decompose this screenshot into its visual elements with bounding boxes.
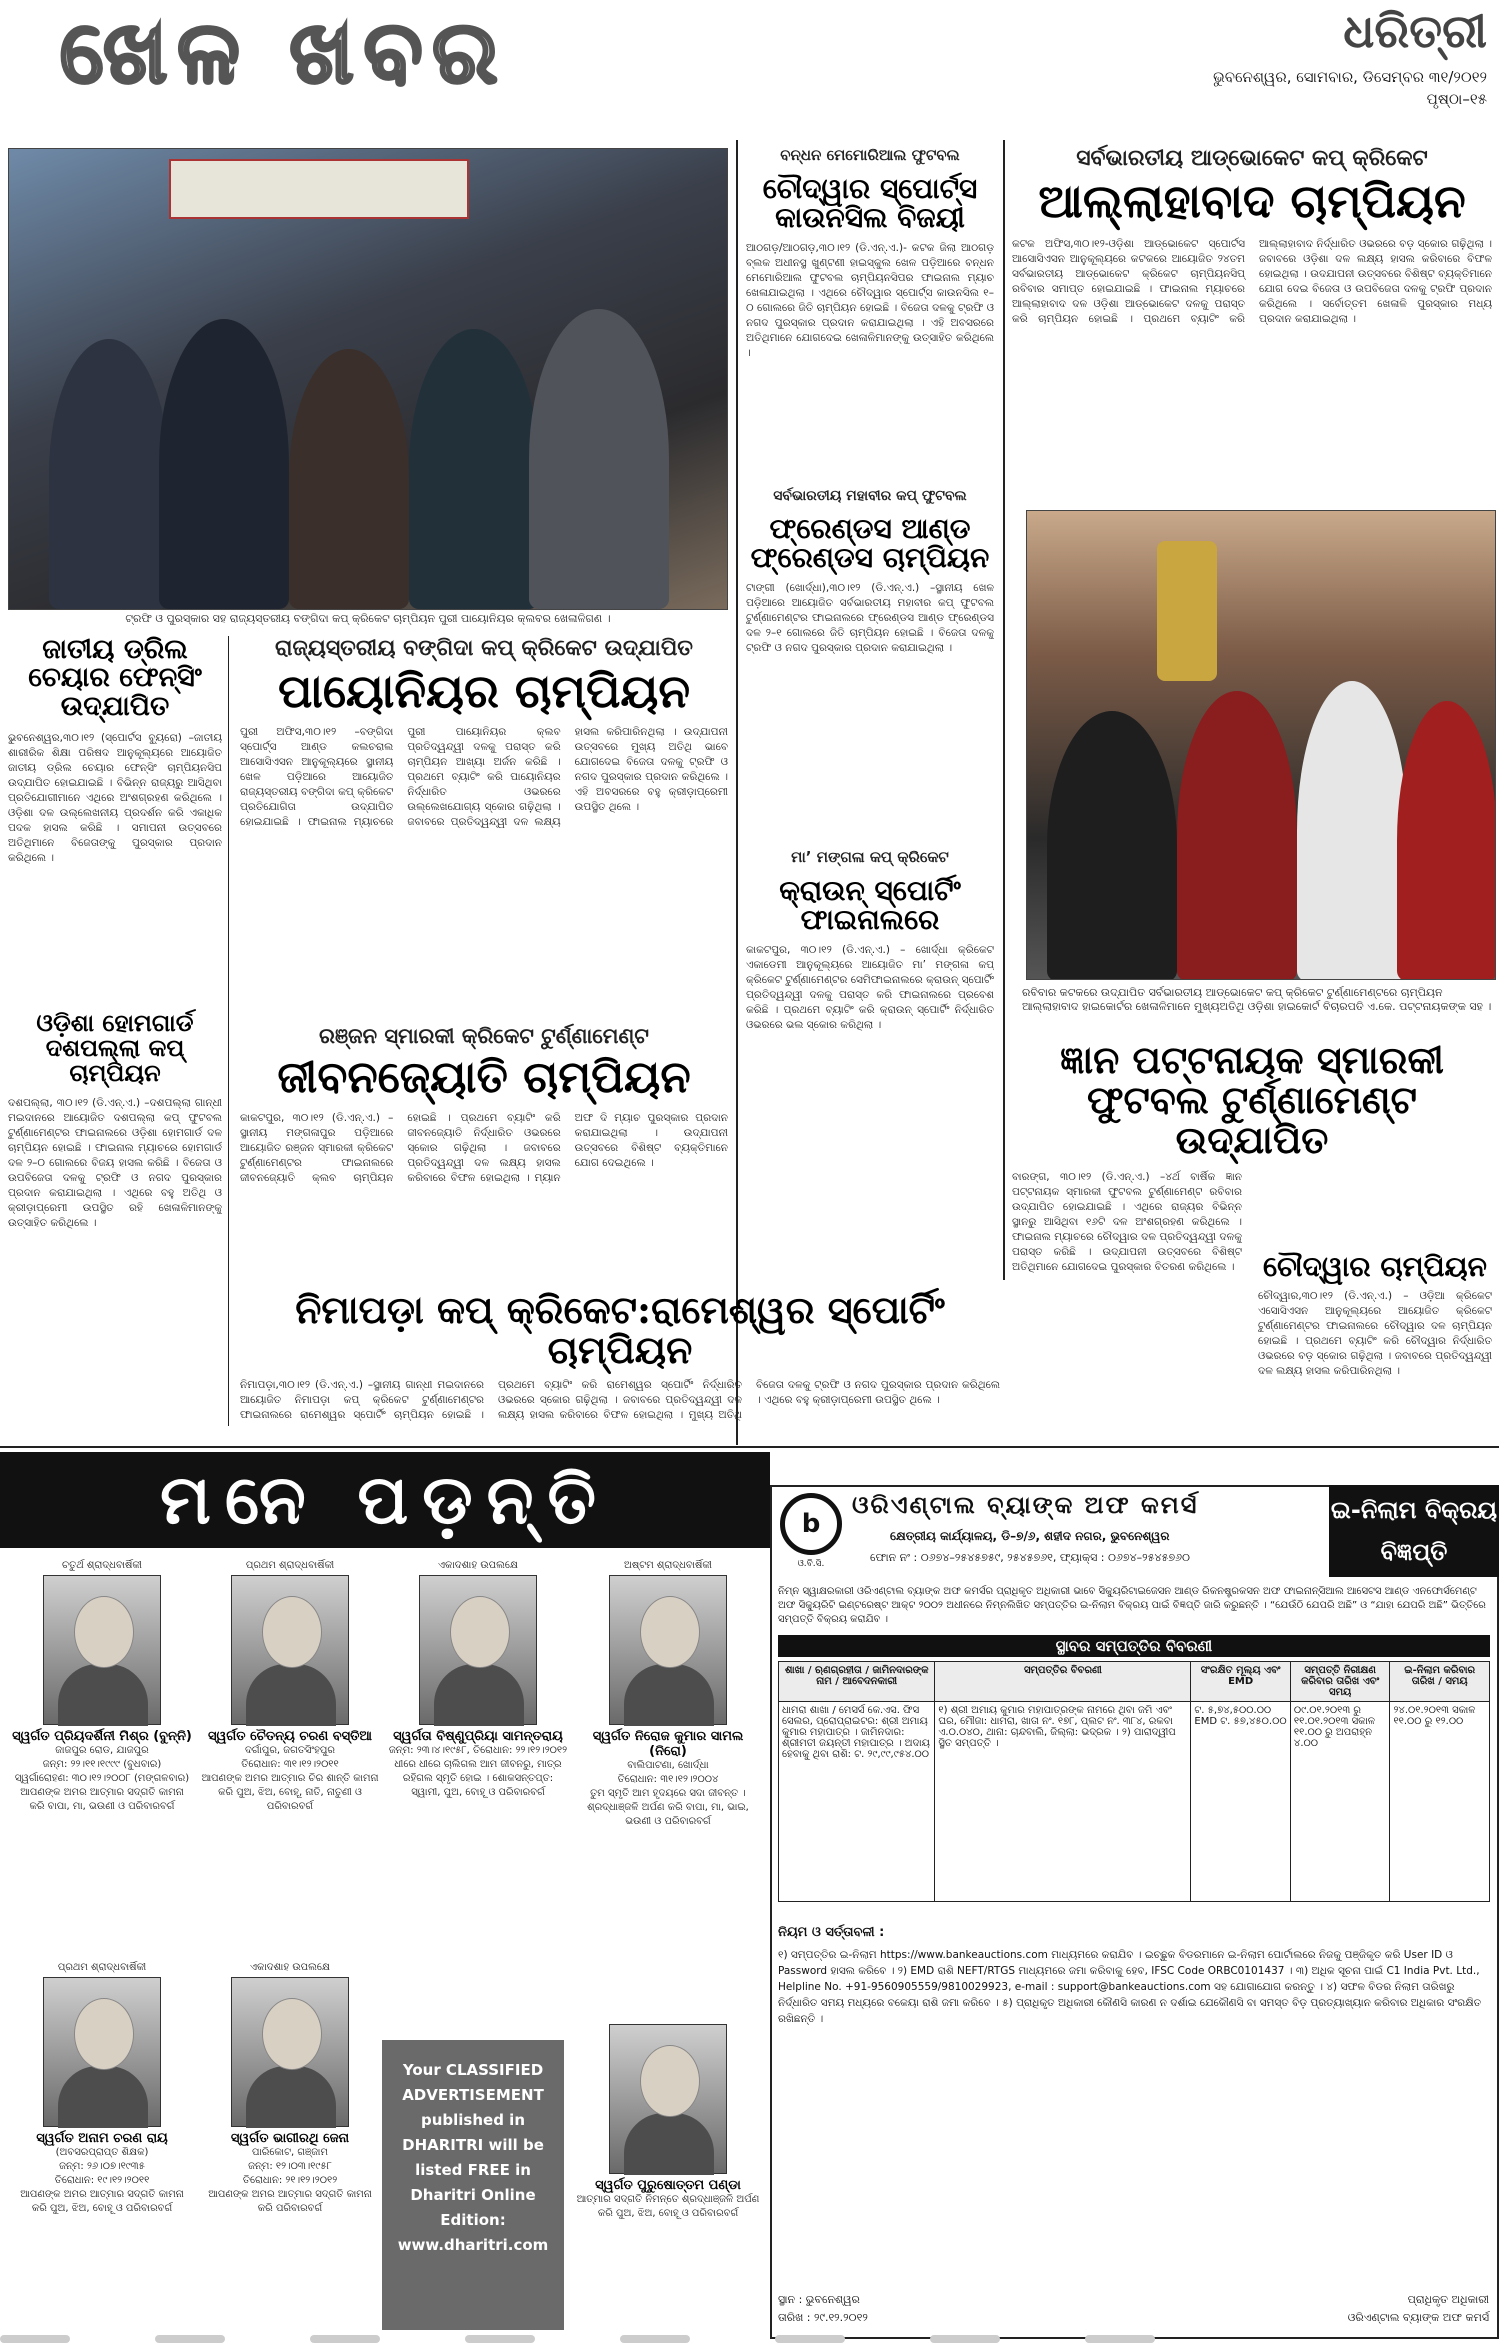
tribute-name: ସ୍ୱର୍ଗତ ପୁରୁଷୋତ୍ତମ ପଣ୍ଡା [595, 2178, 741, 2193]
tribute-name: ସ୍ୱର୍ଗତ ଅନାମ ଚରଣ ରାୟ [36, 2131, 168, 2146]
tribute-occasion: ଏକାଦଶାହ ଉପଲକ୍ଷେ [438, 1560, 518, 1571]
article-kicker: ସର୍ବଭାରତୀୟ ଆଡ୍‌ଭୋକେଟ କପ୍ କ୍ରିକେଟ [1076, 146, 1428, 171]
table-cell: ୧) ଶ୍ରୀ ଅମାୟ କୁମାର ମହାପାତ୍ରଙ୍କ ନାମରେ ଥିବା ଜମି ଏବଂ ଘର, ମୌଜା: ଧାମରା, ଖାତା ନଂ. ୧୭୮, ପ୍ଲଟ ନଂ. ୩୮୪, ରକବା ଏ.୦.୦୪୦, ଥାନା: ଚାନ୍ଦବାଲି, ଜିଲ୍ଲା: ଭଦ୍ରକ । ୨) ପାରାଦ୍ୱୀପ ସ୍ଥିତ ସମ୍ପତ୍ତି । [935, 1702, 1191, 1902]
bank-auction-notice [770, 1485, 1499, 2341]
article-nimapada-cup [240, 1287, 1000, 1468]
column-rule [228, 636, 229, 1426]
table-cell: ୨୪.୦୧.୨୦୧୩ ସକାଳ ୧୧.୦୦ ରୁ ୧୨.୦୦ [1390, 1702, 1490, 1902]
property-table [778, 1661, 1490, 1902]
tribute-occasion: ଏକାଦଶାହ ଉପଲକ୍ଷେ [250, 1962, 330, 1973]
tribute-text: ଦର୍ଗାପୁର, ଜଗତସିଂହପୁର ତିରୋଧାନ: ୩୧।୧୨।୨୦୧୧ ଆପଣଙ୍କ ଅମର ଆତ୍ମାର ଚିର ଶାନ୍ତି କାମନା କରି ପୁଅ, ଝିଅ, ବୋହୂ, ନାତି, ନାତୁଣୀ ଓ ପରିବାରବର୍ଗ [201, 1745, 379, 1812]
column-rule [1003, 140, 1005, 1280]
tribute-name: ସ୍ୱର୍ଗତ ନିରୋଜ କୁମାର ସାମଲ (ନିରୋ) [592, 1729, 744, 1759]
article-body: ଭୁବନେଶ୍ୱର,୩୦।୧୨ (ସ୍ପୋର୍ଟସ ବ୍ୟୁରୋ) –ଜାତୀୟ ଶାରୀରିକ ଶିକ୍ଷା ପରିଷଦ ଆନୁକୂଲ୍ୟରେ ଆୟୋଜିତ ଜାତୀୟ ଡ୍ରିଲ ଚେୟାର ଫେନ୍ସିଂ ଚାମ୍ପିୟନସିପ ଉଦ୍‌ଯାପିତ ହୋଇଯାଇଛି । ବିଭିନ୍ନ ରାଜ୍ୟରୁ ଆସିଥିବା ପ୍ରତିଯୋଗୀମାନେ ଏଥିରେ ଅଂଶଗ୍ରହଣ କରିଥିଲେ । ଓଡ଼ିଶା ଦଳ ଉଲ୍ଲେଖନୀୟ ପ୍ରଦର୍ଶନ କରି ଏକାଧିକ ପଦକ ହାସଲ କରିଛି । ସମାପନୀ ଉତ୍ସବରେ ଅତିଥିମାନେ ବିଜେତାଙ୍କୁ ପୁରସ୍କାର ପ୍ରଦାନ କରିଥିଲେ । [8, 732, 222, 865]
article-body: ବାରଙ୍ଗ, ୩୦।୧୨ (ଡି.ଏନ୍.ଏ.) –୪ର୍ଥ ବାର୍ଷିକ ଜ୍ଞାନ ପଟ୍ଟନାୟକ ସ୍ମାରକୀ ଫୁଟବଲ ଟୁର୍ଣ୍ଣାମେଣ୍ଟ ରବିବାର ଉଦ୍‌ଯାପିତ ହୋଇଯାଇଛି । ଏଥିରେ ରାଜ୍ୟର ବିଭିନ୍ନ ସ୍ଥାନରୁ ଆସିଥିବା ୧୬ଟି ଦଳ ଅଂଶଗ୍ରହଣ କରିଥିଲେ । ଫାଇନାଲ ମ୍ୟାଚରେ ଚୌଦ୍ୱାର ଦଳ ପ୍ରତିଦ୍ୱନ୍ଦ୍ୱୀ ଦଳକୁ ପରାସ୍ତ କରିଛି । ଉଦ୍‌ଯାପନୀ ଉତ୍ସବରେ ବିଶିଷ୍ଟ ଅତିଥିମାନେ ଯୋଗଦେଇ ପୁରସ୍କାର ବିତରଣ କରିଥିଲେ । [1012, 1170, 1242, 1273]
bank-logo-label: ଓ.ବି.ସି. [797, 1559, 825, 1569]
tribute-photo [609, 2024, 727, 2174]
article-crown-sporting [746, 848, 994, 1198]
article-headline: ଜ୍ଞାନ ପଟ୍ଟନାୟକ ସ୍ମାରକୀ ଫୁଟବଲ ଟୁର୍ଣ୍ଣାମେଣ୍ଟ ଉଦ୍‌ଯାପିତ [1060, 1037, 1444, 1162]
article-headline: ନିମାପଡ଼ା କପ୍ କ୍ରିକେଟ:ରାମେଶ୍ୱର ସ୍ପୋର୍ଟିଂ ଚାମ୍ପିୟନ [295, 1287, 945, 1372]
allahabad-photo-caption: ରବିବାର କଟକରେ ଉଦ୍‌ଯାପିତ ସର୍ବଭାରତୀୟ ଆଡ୍‌ଭୋକେଟ କପ୍ କ୍ରିକେଟ ଟୁର୍ଣ୍ଣାମେଣ୍ଟରେ ଚାମ୍ପିୟନ ଆଲ୍ଲାହାବାଦ ହାଇକୋର୍ଟର ଖେଳାଳିମାନେ ମୁଖ୍ୟଅତିଥି ଓଡ଼ିଶା ହାଇକୋର୍ଟ ବିଚାରପତି ଏ.କେ. ପଟ୍ଟନାୟକଙ୍କ ସହ । [1022, 986, 1492, 1013]
article-headline: କ୍ରାଉନ୍ ସ୍ପୋର୍ଟିଂ ଫାଇନାଲରେ [779, 874, 961, 937]
article-friends-and-friends [746, 488, 994, 801]
article-drill-fencing [8, 636, 222, 1011]
article-body: ଦଶପଲ୍ଲା, ୩୦।୧୨ (ଡି.ଏନ୍.ଏ.) –ଦଶପଲ୍ଲା ଗାନ୍ଧୀ ମଇଦାନରେ ଆୟୋଜିତ ଦଶପଲ୍ଲା କପ୍ ଫୁଟବଲ ଟୁର୍ଣ୍ଣାମେଣ୍ଟର ଫାଇନାଲରେ ଓଡ଼ିଶା ହୋମଗାର୍ଡ ଦଳ ଚାମ୍ପିୟନ ହୋଇଛି । ଫାଇନାଲ ମ୍ୟାଚରେ ହୋମଗାର୍ଡ ଦଳ ୨–୦ ଗୋଲରେ ବିଜୟ ହାସଲ କରିଛି । ବିଜେତା ଓ ଉପବିଜେତା ଦଳକୁ ଟ୍ରଫି ଓ ନଗଦ ପୁରସ୍କାର ପ୍ରଦାନ କରାଯାଇଥିଲା । ଏଥିରେ ବହୁ ଅତିଥି ଓ କ୍ରୀଡ଼ାପ୍ରେମୀ ଉପସ୍ଥିତ ରହି ଖେଳାଳିମାନଙ୍କୁ ଉତ୍ସାହିତ କରିଥିଲେ । [8, 1096, 222, 1229]
tribute-name: ସ୍ୱର୍ଗତ ଭାଗୀରଥି ଜେନା [230, 2131, 350, 2146]
team-photo-caption: ଟ୍ରଫି ଓ ପୁରସ୍କାର ସହ ରାଜ୍ୟସ୍ତରୀୟ ବଙ୍ଗିଦା କପ୍ କ୍ରିକେଟ ଚାମ୍ପିୟନ ପୁରୀ ପାୟୋନିୟର କ୍ଲବର ଖେଳାଳିଗଣ । [125, 612, 611, 625]
tribute-occasion: ଅଷ୍ଟମ ଶ୍ରାଦ୍ଧବାର୍ଷିକୀ [624, 1560, 712, 1571]
article-choudwar-sports-council [746, 146, 994, 461]
article-kicker: ରଞ୍ଜନ ସ୍ମାରକୀ କ୍ରିକେଟ ଟୁର୍ଣ୍ଣାମେଣ୍ଟ [319, 1024, 649, 1048]
tribute-photo [609, 1575, 727, 1725]
notice-date: ତାରିଖ : ୨୯.୧୨.୨୦୧୨ [778, 2311, 868, 2324]
tribute-text: ପାରିକୋଟ, ଗଞ୍ଜାମ ଜନ୍ମ: ୧୨।୦୩।୧୯୫୮ ତିରୋଧାନ: ୨୧।୧୨।୨୦୧୨ ଆପଣଙ୍କ ଅମର ଆତ୍ମାର ସଦ୍‌ଗତି କାମନା କରି ପରିବାରବର୍ଗ [208, 2147, 372, 2214]
article-headline: ଆଲ୍ଲାହାବାଦ ଚାମ୍ପିୟନ [1038, 174, 1466, 228]
newspaper-brand: ଧରିତ୍ରୀ [1343, 4, 1487, 58]
article-kicker: ସର୍ବଭାରତୀୟ ମହାବୀର କପ୍ ଫୁଟବଲ [773, 488, 967, 504]
article-kicker: ମା’ ମଙ୍ଗଳା କପ୍ କ୍ରିକେଟ [791, 848, 949, 866]
section-title: ଖେଳ ଖବର [60, 2, 508, 103]
article-body: ନିମାପଡ଼ା,୩୦।୧୨ (ଡି.ଏନ୍.ଏ.) –ସ୍ଥାନୀୟ ଗାନ୍ଧୀ ମଇଦାନରେ ଆୟୋଜିତ ନିମାପଡ଼ା କପ୍ କ୍ରିକେଟ ଟୁର୍ଣ୍ଣାମେଣ୍ଟର ଫାଇନାଲରେ ରାମେଶ୍ୱର ସ୍ପୋର୍ଟିଂ ଚାମ୍ପିୟନ ହୋଇଛି । ପ୍ରଥମେ ବ୍ୟାଟିଂ କରି ରାମେଶ୍ୱର ସ୍ପୋର୍ଟିଂ ନିର୍ଦ୍ଧାରିତ ଓଭରରେ ସ୍କୋର ଗଢ଼ିଥିଲା । ଜବାବରେ ପ୍ରତିଦ୍ୱନ୍ଦ୍ୱୀ ଦଳ ଲକ୍ଷ୍ୟ ହାସଲ କରିବାରେ ବିଫଳ ହୋଇଥିଲା । ମୁଖ୍ୟ ଅତିଥି ବିଜେତା ଦଳକୁ ଟ୍ରଫି ଓ ନଗଦ ପୁରସ୍କାର ପ୍ରଦାନ କରିଥିଲେ । ଏଥିରେ ବହୁ କ୍ରୀଡ଼ାପ୍ରେମୀ ଉପସ୍ଥିତ ଥିଲେ । [240, 1378, 1000, 1421]
article-choudwar-champion [1258, 1252, 1492, 1449]
e-auction-tag: ଇ-ନିଲାମ ବିକ୍ରୟ ବିଜ୍ଞପ୍ତି [1329, 1485, 1499, 1577]
bank-contact: ଫୋନ ନଂ : ୦୬୭୪–୨୫୪୫୭୫୯, ୨୫୪୫୭୬୧, ଫ୍ୟାକ୍ସ : ୦୬୭୪–୨୫୪୫୭୬୦ [870, 1551, 1191, 1564]
page-footer-strip [0, 2328, 1499, 2341]
article-headline: ଓଡ଼ିଶା ହୋମଗାର୍ଡ ଦଶପଲ୍ଲା କପ୍ ଚାମ୍ପିୟନ [36, 1008, 194, 1088]
property-section-header: ସ୍ଥାବର ସମ୍ପତ୍ତିର ବିବରଣୀ [778, 1635, 1490, 1657]
tribute-photo [231, 1977, 349, 2127]
article-body: କଟକ ଅଫିସ,୩୦।୧୨-ଓଡ଼ିଶା ଆଡ୍‌ଭୋକେଟ ସ୍ପୋର୍ଟସ ଆସୋସିଏସନ ଆନୁକୂଲ୍ୟରେ କଟକରେ ଆୟୋଜିତ ୨୪ତମ ସର୍ବଭାରତୀୟ ଆଡ୍‌ଭୋକେଟ କ୍ରିକେଟ ଚାମ୍ପିୟନସିପ୍ ରବିବାର ସମାପ୍ତ ହୋଇଯାଇଛି । ଫାଇନାଲ ମ୍ୟାଚରେ ଆଲ୍ଲାହାବାଦ ଦଳ ଓଡ଼ିଶା ଆଡ୍‌ଭୋକେଟ ଦଳକୁ ପରାସ୍ତ କରି ଚାମ୍ପିୟନ ହୋଇଛି । ପ୍ରଥମେ ବ୍ୟାଟିଂ କରି ଆଲ୍ଲାହାବାଦ ନିର୍ଦ୍ଧାରିତ ଓଭରରେ ବଡ଼ ସ୍କୋର ଗଢ଼ିଥିଲା । ଜବାବରେ ଓଡ଼ିଶା ଦଳ ଲକ୍ଷ୍ୟ ହାସଲ କରିବାରେ ବିଫଳ ହୋଇଥିଲା । ଉଦଯାପନୀ ଉତ୍ସବରେ ବିଶିଷ୍ଟ ବ୍ୟକ୍ତିମାନେ ଯୋଗ ଦେଇ ବିଜେତା ଓ ଉପବିଜେତା ଦଳକୁ ଟ୍ରଫି ପ୍ରଦାନ କରିଥିଲେ । ସର୍ବୋତ୍ତମ ଖେଳାଳି ପୁରସ୍କାର ମଧ୍ୟ ପ୍ରଦାନ କରାଯାଇଥିଲା । [1012, 238, 1492, 326]
article-body: ଚୌଦ୍ୱାର,୩୦।୧୨ (ଡି.ଏନ୍.ଏ.) – ଓଡ଼ିଆ କ୍ରିକେଟ ଏସୋସିଏସନ ଆନୁକୂଲ୍ୟରେ ଆୟୋଜିତ କ୍ରିକେଟ ଟୁର୍ଣ୍ଣାମେଣ୍ଟର ଫାଇନାଲରେ ଚୌଦ୍ୱାର ଦଳ ଚାମ୍ପିୟନ ହୋଇଛି । ପ୍ରଥମେ ବ୍ୟାଟିଂ କରି ଚୌଦ୍ୱାର ନିର୍ଦ୍ଧାରିତ ଓଭରରେ ବଡ଼ ସ୍କୋର ଗଢ଼ିଥିଲା । ଜବାବରେ ପ୍ରତିଦ୍ୱନ୍ଦ୍ୱୀ ଦଳ ଲକ୍ଷ୍ୟ ହାସଲ କରିପାରିନଥିଲା । [1258, 1290, 1492, 1378]
article-body: କାକଟପୁର, ୩୦।୧୨ (ଡି.ଏନ୍.ଏ.) – ଖୋର୍ଦ୍ଧା କ୍ରିକେଟ ଏକାଡେମୀ ଆନୁକୂଲ୍ୟରେ ଆୟୋଜିତ ମା’ ମଙ୍ଗଳା କପ୍ କ୍ରିକେଟ ଟୁର୍ଣ୍ଣାମେଣ୍ଟର ସେମିଫାଇନାଲରେ କ୍ରାଉନ୍ ସ୍ପୋର୍ଟିଂ ପ୍ରତିଦ୍ୱନ୍ଦ୍ୱୀ ଦଳକୁ ପରାସ୍ତ କରି ଫାଇନାଲରେ ପ୍ରବେଶ କରିଛି । ପ୍ରଥମେ ବ୍ୟାଟିଂ କରି କ୍ରାଉନ୍ ସ୍ପୋର୍ଟିଂ ନିର୍ଦ୍ଧାରିତ ଓଭରରେ ଭଲ ସ୍କୋର କରିଥିଲା । [746, 943, 994, 1031]
dateline-block [1213, 66, 1487, 110]
bank-logo-icon: b [780, 1493, 842, 1555]
table-header: ସଂରକ୍ଷିତ ମୂଲ୍ୟ ଏବଂ EMD [1191, 1662, 1291, 1702]
section-divider [0, 1446, 1499, 1448]
table-header: ଇ-ନିଲାମ କରିବାର ତାରିଖ / ସମୟ [1390, 1662, 1490, 1702]
notice-intro: ନିମ୍ନ ସ୍ୱାକ୍ଷରକାରୀ ଓରିଏଣ୍ଟାଲ ବ୍ୟାଙ୍କ ଅଫ କମର୍ସର ପ୍ରାଧିକୃତ ଅଧିକାରୀ ଭାବେ ସିକ୍ୟୁରିଟାଇଜେସନ ଆଣ୍ଡ ରିକନଷ୍ଟ୍ରକସନ ଅଫ ଫାଇନାନ୍ସିଆଲ ଆସେଟସ ଆଣ୍ଡ ଏନଫୋର୍ସମେଣ୍ଟ ଅଫ ସିକ୍ୟୁରିଟି ଇଣ୍ଟରେଷ୍ଟ ଆକ୍ଟ ୨୦୦୨ ଅଧୀନରେ ନିମ୍ନଲିଖିତ ସମ୍ପତ୍ତିର ଇ-ନିଲାମ ବିକ୍ରୟ ପାଇଁ ବିଜ୍ଞପ୍ତି ଜାରି କରୁଛନ୍ତି । “ଯେଉଁଠି ଯେପରି ଅଛି” ଓ “ଯାହା ଯେପରି ଅଛି” ଭିତ୍ତିରେ ସମ୍ପତ୍ତି ବିକ୍ରୟ କରାଯିବ । [778, 1586, 1486, 1625]
article-headline: ଚୌଦ୍ୱାର ଚାମ୍ପିୟନ [1263, 1250, 1487, 1283]
notice-place: ସ୍ଥାନ : ଭୁବନେଶ୍ୱର [778, 2293, 860, 2306]
property-table-wrapper [778, 1661, 1490, 1902]
article-headline: ଜୀବନଜ୍ୟୋତି ଚାମ୍ପିୟନ [277, 1052, 691, 1103]
tribute-card [200, 1962, 380, 2216]
tribute-text: ବାଲିପାଟଣା, ଖୋର୍ଦ୍ଧା ତିରୋଧାନ: ୩୧।୧୨।୨୦୦୪ ତୁମ ସ୍ମୃତି ଆମ ହୃଦୟରେ ସଦା ଜୀବନ୍ତ । ଶ୍ରଦ୍ଧାଞ୍ଜଳି ଅର୍ପଣ କରି ବାପା, ମା, ଭାଇ, ଭଉଣୀ ଓ ପରିବାରବର୍ଗ [587, 1760, 749, 1827]
article-headline: ଜାତୀୟ ଡ୍ରିଲ ଚେୟାର ଫେନ୍ସିଂ ଉଦ୍‌ଯାପିତ [28, 634, 202, 722]
column-rule [736, 140, 738, 1445]
article-pioneer-champion [240, 636, 728, 945]
table-header: ଶାଖା / ଋଣଗ୍ରହୀତା / ଜାମିନଦାରଙ୍କ ନାମ / ଆବେଦନକାରୀ [779, 1662, 935, 1702]
tribute-text: ଜାଜପୁର ରୋଡ, ଯାଜପୁର ଜନ୍ମ: ୨୨।୧୧।୧୯୯୯ (ବୁଧବାର) ସ୍ୱର୍ଗାରୋହଣ: ୩୦।୧୨।୨୦୦୮ (ମଙ୍ଗଳବାର) ଆପଣଙ୍କ ଅମର ଆତ୍ମାର ସଦ୍‌ଗତି କାମନା କରି ବାପା, ମା, ଭଉଣୀ ଓ ପରିବାରବର୍ଗ [14, 1745, 190, 1812]
tribute-occasion: ଚତୁର୍ଥ ଶ୍ରାଦ୍ଧବାର୍ଷିକୀ [62, 1560, 142, 1571]
article-headline: ଫ୍ରେଣ୍ଡସ ଆଣ୍ଡ ଫ୍ରେଣ୍ଡସ ଚାମ୍ପିୟନ [750, 512, 990, 575]
tribute-occasion: ପ୍ରଥମ ଶ୍ରାଦ୍ଧବାର୍ଷିକୀ [245, 1560, 335, 1571]
tribute-card [576, 2020, 760, 2221]
tribute-photo [43, 1977, 161, 2127]
terms-body: ୧) ସମ୍ପତ୍ତିର ଇ-ନିଲାମ https://www.bankeauctions.com ମାଧ୍ୟମରେ କରାଯିବ । ଇଚ୍ଛୁକ ବିଡରମାନେ ଇ-ନିଲାମ ପୋର୍ଟାଲରେ ନିଜକୁ ପଞ୍ଜିକୃତ କରି User ID ଓ Password ହାସଲ କରିବେ । ୨) EMD ରାଶି NEFT/RTGS ମାଧ୍ୟମରେ ଜମା କରିବାକୁ ହେବ, IFSC Code ORBC0101437 । ୩) ଅଧିକ ସୂଚନା ପାଇଁ C1 India Pvt. Ltd., Helpline No. +91-9560905559/9810029923, e-mail : support@bankeauctions.com ସହ ଯୋଗାଯୋଗ କରନ୍ତୁ । ୪) ସଫଳ ବିଡର ନିଲାମ ତାରିଖରୁ ନିର୍ଦ୍ଧାରିତ ସମୟ ମଧ୍ୟରେ ବକେୟା ରାଶି ଜମା କରିବେ । ୫) ପ୍ରାଧିକୃତ ଅଧିକାରୀ କୌଣସି କାରଣ ନ ଦର୍ଶାଇ ଯେକୌଣସି ବା ସମସ୍ତ ବିଡ଼ ପ୍ରତ୍ୟାଖ୍ୟାନ କରିବାର ଅଧିକାର ସଂରକ୍ଷିତ ରଖିଛନ୍ତି । [778, 1949, 1482, 2025]
article-headline: ପାୟୋନିୟର ଚାମ୍ପିୟନ [277, 664, 691, 718]
tribute-text: ଆତ୍ମାର ସଦ୍‌ଗତି ନିମନ୍ତେ ଶ୍ରଦ୍ଧାଞ୍ଜଳି ଅର୍ପଣ କରି ପୁଅ, ଝିଅ, ବୋହୂ ଓ ପରିବାରବର୍ଗ [576, 2194, 760, 2219]
table-cell: ୦୯.୦୧.୨୦୧୩ ରୁ ୧୧.୦୧.୨୦୧୩ ସକାଳ ୧୧.୦୦ ରୁ ଅପରାହ୍ନ ୪.୦୦ [1290, 1702, 1390, 1902]
table-row [779, 1702, 1490, 1902]
table-header-row [779, 1662, 1490, 1702]
signatory-bank: ଓରିଏଣ୍ଟାଲ ବ୍ୟାଙ୍କ ଅଫ କମର୍ସ [1347, 2311, 1489, 2324]
tribute-photo [231, 1575, 349, 1725]
article-kicker: ରାଜ୍ୟସ୍ତରୀୟ ବଙ୍ଗିଦା କପ୍ କ୍ରିକେଟ ଉଦ୍‌ଯାପିତ [275, 636, 693, 661]
table-header: ସମ୍ପତ୍ତି ନିରୀକ୍ଷଣ କରିବାର ତାରିଖ ଏବଂ ସମୟ [1290, 1662, 1390, 1702]
article-body: ଟାଙ୍ଗୀ (ଖୋର୍ଦ୍ଧା),୩୦।୧୨ (ଡି.ଏନ୍.ଏ.) –ସ୍ଥାନୀୟ ଖେଳ ପଡ଼ିଆରେ ଆୟୋଜିତ ସର୍ବଭାରତୀୟ ମହାବୀର କପ୍ ଫୁଟବଲ ଟୁର୍ଣ୍ଣାମେଣ୍ଟର ଫାଇନାଲରେ ଫ୍ରେଣ୍ଡସ ଆଣ୍ଡ ଫ୍ରେଣ୍ଡସ ଦଳ ୨–୧ ଗୋଲରେ ଜିତି ଚାମ୍ପିୟନ ହୋଇଛି । ବିଜେତା ଦଳକୁ ଟ୍ରଫି ଓ ନଗଦ ପୁରସ୍କାର ପ୍ରଦାନ କରାଯାଇଥିଲା । [746, 581, 994, 654]
table-cell: ଟ. ୫,୭୪,୫୦୦.୦୦ EMD ଟ. ୫୭,୪୫୦.୦୦ [1191, 1702, 1291, 1902]
tribute-card [388, 1560, 568, 1800]
article-allahabad-champion [1012, 146, 1492, 507]
article-homeguard-champion [8, 1010, 222, 1436]
tribute-photo [43, 1575, 161, 1725]
article-body: ଆଠଗଡ଼/ଆଠଗଡ଼,୩୦।୧୨ (ଡି.ଏନ୍.ଏ.)- କଟକ ଜିଲା ଆଠଗଡ଼ ବ୍ଲକ ଅଧୀନସ୍ଥ ଖୁଣ୍ଟଣୀ ହାଇସ୍କୁଲ ଖେଳ ପଡ଼ିଆରେ ବନ୍ଧନ ମେମୋରିଆଲ ଫୁଟବଲ ଚାମ୍ପିୟନସିପର ଫାଇନାଲ ମ୍ୟାଚ ଖେଳାଯାଇଥିଲା । ଏଥିରେ ଚୌଦ୍ୱାର ସ୍ପୋର୍ଟ୍ସ କାଉନସିଲ ୧–୦ ଗୋଲରେ ଜିତି ଚାମ୍ପିୟନ ହୋଇଛି । ବିଜେତା ଦଳକୁ ଟ୍ରଫି ଓ ନଗଦ ପୁରସ୍କାର ପ୍ରଦାନ କରାଯାଇଥିଲା । ଏହି ଅବସରରେ ଅତିଥିମାନେ ଯୋଗଦେଇ ଖେଳାଳିମାନଙ୍କୁ ଉତ୍ସାହିତ କରିଥିଲେ । [746, 241, 994, 359]
signatory-title: ପ୍ରାଧିକୃତ ଅଧିକାରୀ [1407, 2293, 1489, 2306]
tribute-card [576, 1560, 760, 1829]
tribute-photo [419, 1575, 537, 1725]
bank-name: ଓରିଏଣ୍ଟାଲ ବ୍ୟାଙ୍କ ଅଫ କମର୍ସ [852, 1491, 1199, 1519]
page-number: ପୃଷ୍ଠା–୧୫ [1426, 90, 1487, 108]
bank-office-address: କ୍ଷେତ୍ରୀୟ କାର୍ଯ୍ୟାଳୟ, ଡି–୭/୬, ଶହୀଦ ନଗର, ଭୁବନେଶ୍ୱର [890, 1529, 1170, 1543]
tribute-card [12, 1560, 192, 1814]
terms-title: ନିୟମ ଓ ସର୍ତ୍ତାବଳୀ : [778, 1925, 885, 1940]
article-body: କାକଟପୁର, ୩୦।୧୨ (ଡି.ଏନ୍.ଏ.) –ସ୍ଥାନୀୟ ମଙ୍ଗଳାପୁର ପଡ଼ିଆରେ ଆୟୋଜିତ ରଞ୍ଜନ ସ୍ମାରକୀ କ୍ରିକେଟ ଟୁର୍ଣ୍ଣାମେଣ୍ଟର ଫାଇନାଲରେ ଜୀବନଜ୍ୟୋତି କ୍ଲବ ଚାମ୍ପିୟନ ହୋଇଛି । ପ୍ରଥମେ ବ୍ୟାଟିଂ କରି ଜୀବନଜ୍ୟୋତି ନିର୍ଦ୍ଧାରିତ ଓଭରରେ ସ୍କୋର ଗଢ଼ିଥିଲା । ଜବାବରେ ପ୍ରତିଦ୍ୱନ୍ଦ୍ୱୀ ଦଳ ଲକ୍ଷ୍ୟ ହାସଲ କରିବାରେ ବିଫଳ ହୋଇଥିଲା । ମ୍ୟାନ ଅଫ ଦି ମ୍ୟାଚ ପୁରସ୍କାର ପ୍ରଦାନ କରାଯାଇଥିଲା । ଉଦ୍‌ଯାପନୀ ଉତ୍ସବରେ ବିଶିଷ୍ଟ ବ୍ୟକ୍ତିମାନେ ଯୋଗ ଦେଇଥିଲେ । [240, 1112, 728, 1185]
tribute-name: ସ୍ୱର୍ଗତ ଚୈତନ୍ୟ ଚରଣ ବସ୍ତିଆ [208, 1729, 372, 1744]
tribute-name: ସ୍ୱର୍ଗତ ପ୍ରିୟଦର୍ଶିନୀ ମିଶ୍ର (ବୁନ୍ନି) [12, 1729, 192, 1744]
article-jeevanjyoti-champion [240, 1024, 728, 1261]
table-header: ସମ୍ପତ୍ତିର ବିବରଣୀ [935, 1662, 1191, 1702]
article-headline: ଚୌଦ୍ୱାର ସ୍ପୋର୍ଟ୍ସ କାଉନସିଲ ବିଜୟୀ [762, 172, 978, 235]
tribute-card [200, 1560, 380, 1814]
article-body: ପୁରୀ ଅଫିସ,୩୦।୧୨ –ବଙ୍ଗିଦା ସ୍ପୋର୍ଟ୍ସ ଆଣ୍ଡ କଲଚରାଲ ଆସୋସିଏସନ ଆନୁକୂଲ୍ୟରେ ସ୍ଥାନୀୟ ଖେଳ ପଡ଼ିଆରେ ଆୟୋଜିତ ରାଜ୍ୟସ୍ତରୀୟ ବଙ୍ଗିଦା କପ୍ କ୍ରିକେଟ ପ୍ରତିଯୋଗିତା ଉଦ୍‌ଯାପିତ ହୋଇଯାଇଛି । ଫାଇନାଲ ମ୍ୟାଚରେ ପୁରୀ ପାୟୋନିୟର କ୍ଲବ ପ୍ରତିଦ୍ୱନ୍ଦ୍ୱୀ ଦଳକୁ ପରାସ୍ତ କରି ଚାମ୍ପିୟନ ଆଖ୍ୟା ଅର୍ଜନ କରିଛି । ପ୍ରଥମେ ବ୍ୟାଟିଂ କରି ପାୟୋନିୟର ନିର୍ଦ୍ଧାରିତ ଓଭରରେ ଉଲ୍ଲେଖଯୋଗ୍ୟ ସ୍କୋର ଗଢ଼ିଥିଲା । ଜବାବରେ ପ୍ରତିଦ୍ୱନ୍ଦ୍ୱୀ ଦଳ ଲକ୍ଷ୍ୟ ହାସଲ କରିପାରିନଥିଲା । ଉଦ୍‌ଯାପନୀ ଉତ୍ସବରେ ମୁଖ୍ୟ ଅତିଥି ଭାବେ ଯୋଗଦେଇ ବିଜେତା ଦଳକୁ ଟ୍ରଫି ଓ ନଗଦ ପୁରସ୍କାର ପ୍ରଦାନ କରିଥିଲେ । ଏହି ଅବସରରେ ବହୁ କ୍ରୀଡ଼ାପ୍ରେମୀ ଉପସ୍ଥିତ ଥିଲେ । [240, 726, 728, 829]
obituary-section-title: ମନେ ପଡ଼ନ୍ତି [0, 1452, 770, 1548]
tribute-text: (ଅବସରପ୍ରାପ୍ତ ଶିକ୍ଷକ) ଜନ୍ମ: ୨୬।୦୭।୧୯୩୫ ତିରୋଧାନ: ୧୯।୧୨।୨୦୧୧ ଆପଣଙ୍କ ଅମର ଆତ୍ମାର ସଦ୍‌ଗତି କାମନା କରି ପୁଅ, ଝିଅ, ବୋହୂ ଓ ପରିବାରବର୍ଗ [20, 2147, 184, 2214]
article-kicker: ବନ୍ଧନ ମେମୋରିଆଲ ଫୁଟବଲ [780, 146, 960, 164]
tribute-occasion: ପ୍ରଥମ ଶ୍ରାଦ୍ଧବାର୍ଷିକୀ [57, 1962, 147, 1973]
tribute-card [12, 1962, 192, 2216]
tribute-name: ସ୍ୱର୍ଗତା ବିଷ୍ଣୁପ୍ରିୟା ସାମନ୍ତରାୟ [393, 1729, 563, 1744]
dateline: ଭୁବନେଶ୍ୱର, ସୋମବାର, ଡିସେମ୍ବର ୩୧/୨୦୧୨ [1212, 68, 1487, 86]
team-photo-pioneer [8, 148, 728, 610]
classified-promo: Your CLASSIFIED ADVERTISEMENT published in DHARITRI will be listed FREE in Dharitri Online Edition: www.dharitri.com [382, 2040, 564, 2330]
allahabad-team-photo [1026, 510, 1496, 980]
tribute-text: ଜନ୍ମ: ୨୩।୪।୧୯୫୮, ତିରୋଧାନ: ୨୨।୧୨।୨୦୧୨ ଧୀରେ ଧୀରେ ଚାଲିଗଲ ଆମ ଜୀବନରୁ, ମାତ୍ର ରହିଗଲ ସ୍ମୃତି ହୋଇ । ଶୋକସନ୍ତପ୍ତ: ସ୍ୱାମୀ, ପୁଅ, ବୋହୂ ଓ ପରିବାରବର୍ଗ [388, 1745, 568, 1798]
table-cell: ଧାମରା ଶାଖା / ମେସର୍ସ କେ.ଏସ. ଫିସ ସେଲର, ପ୍ରୋପ୍ରାଇଟର: ଶ୍ରୀ ଅମାୟ କୁମାର ମହାପାତ୍ର । ଜାମିନଦାର: ଶ୍ରୀମତୀ ଜୟନ୍ତୀ ମହାପାତ୍ର । ଅଦାୟ ହେବାକୁ ଥିବା ରାଶି: ଟ. ୨୯,୯୯,୯୫୪.୦୦ [779, 1702, 935, 1902]
